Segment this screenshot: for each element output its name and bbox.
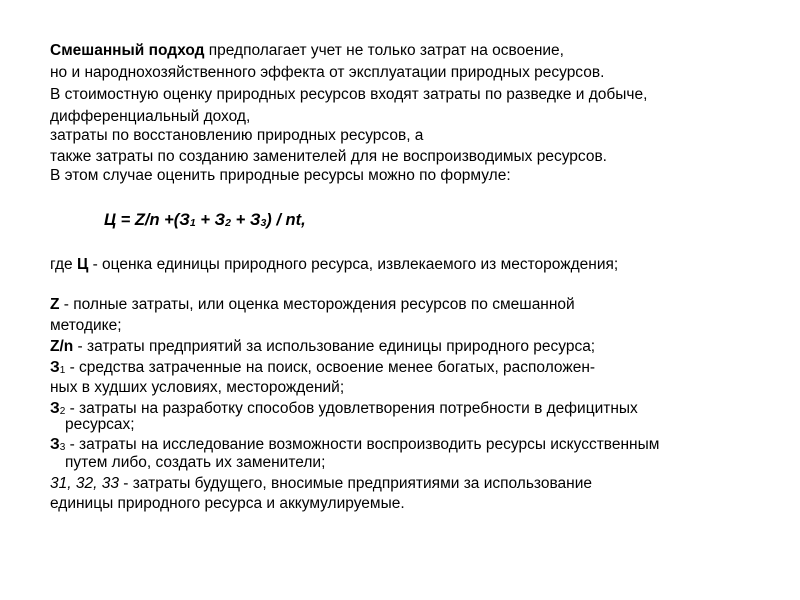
intro-line-1-text: предполагает учет не только затрат на освоение,	[204, 42, 564, 59]
def-future-text: - затраты будущего, вносимые предприятиями за использование	[118, 475, 592, 492]
def-z3-text: - затраты на исследование возможности воспроизводить ресурсы искусственным	[65, 436, 660, 453]
intro-line-3: В стоимостную оценку природных ресурсов входят затраты по разведке и добыче,	[50, 86, 648, 103]
def-future	[50, 475, 592, 493]
def-z3-symbol: З	[50, 436, 60, 453]
formula-plus-2: + З	[231, 211, 261, 229]
def-z1-symbol: З	[50, 359, 60, 376]
def-z-cont: методике;	[50, 317, 122, 334]
def-c-symbol: Ц	[76, 256, 89, 273]
def-zn-text: - затраты предприятий за использование единицы природного ресурса;	[73, 338, 596, 355]
intro-line-2: но и народнохозяйственного эффекта от эксплуатации природных ресурсов.	[50, 64, 605, 81]
def-z2	[50, 400, 638, 421]
intro-line-5: затраты по восстановлению природных ресурсов, а	[50, 127, 424, 144]
def-z1-text: - средства затраченные на поиск, освоение менее богатых, расположен-	[65, 359, 596, 376]
def-z3-sub: 3	[59, 442, 66, 453]
term-mixed-approach: Смешанный подход	[50, 42, 205, 59]
def-z2-sub: 2	[59, 406, 66, 417]
intro-line-1	[50, 42, 564, 60]
def-z1-sub: 1	[59, 365, 66, 376]
formula-sub-2: 2	[225, 217, 232, 229]
def-z1	[50, 359, 595, 380]
formula-sub-1: 1	[189, 217, 196, 229]
intro-line-4: дифференциальный доход,	[50, 108, 251, 125]
formula-rhs: ) / nt,	[266, 211, 306, 229]
def-z3-cont: путем либо, создать их заменители;	[65, 454, 326, 471]
def-future-symbols: 31, 32, 33	[50, 475, 119, 492]
def-c-text: - оценка единицы природного ресурса, извлекаемого из месторождения;	[88, 256, 619, 273]
formula-plus-1: + З	[195, 211, 226, 229]
intro-line-6: также затраты по созданию заменителей для не воспроизводимых ресурсов.	[50, 148, 607, 165]
def-future-cont: единицы природного ресурса и аккумулируемые.	[50, 495, 405, 512]
formula-lhs: Ц = Z/n +(З	[104, 211, 190, 229]
def-z2-symbol: З	[50, 400, 60, 417]
def-z	[50, 296, 575, 314]
def-z1-cont: ных в худших условиях, месторождений;	[50, 379, 345, 396]
def-z2-cont: ресурсах;	[65, 416, 135, 433]
def-z2-text: - затраты на разработку способов удовлетворения потребности в дефицитных	[65, 400, 638, 417]
intro-line-7: В этом случае оценить природные ресурсы можно по формуле:	[50, 167, 511, 184]
def-zn-symbol: Z/n	[50, 338, 74, 355]
formula	[104, 211, 306, 230]
def-z-symbol: Z	[50, 296, 60, 313]
def-c	[50, 256, 618, 274]
formula-sub-3: 3	[260, 217, 267, 229]
def-c-prefix: где	[50, 256, 77, 273]
def-z-text: - полные затраты, или оценка месторождения ресурсов по смешанной	[59, 296, 575, 313]
def-zn	[50, 338, 595, 356]
